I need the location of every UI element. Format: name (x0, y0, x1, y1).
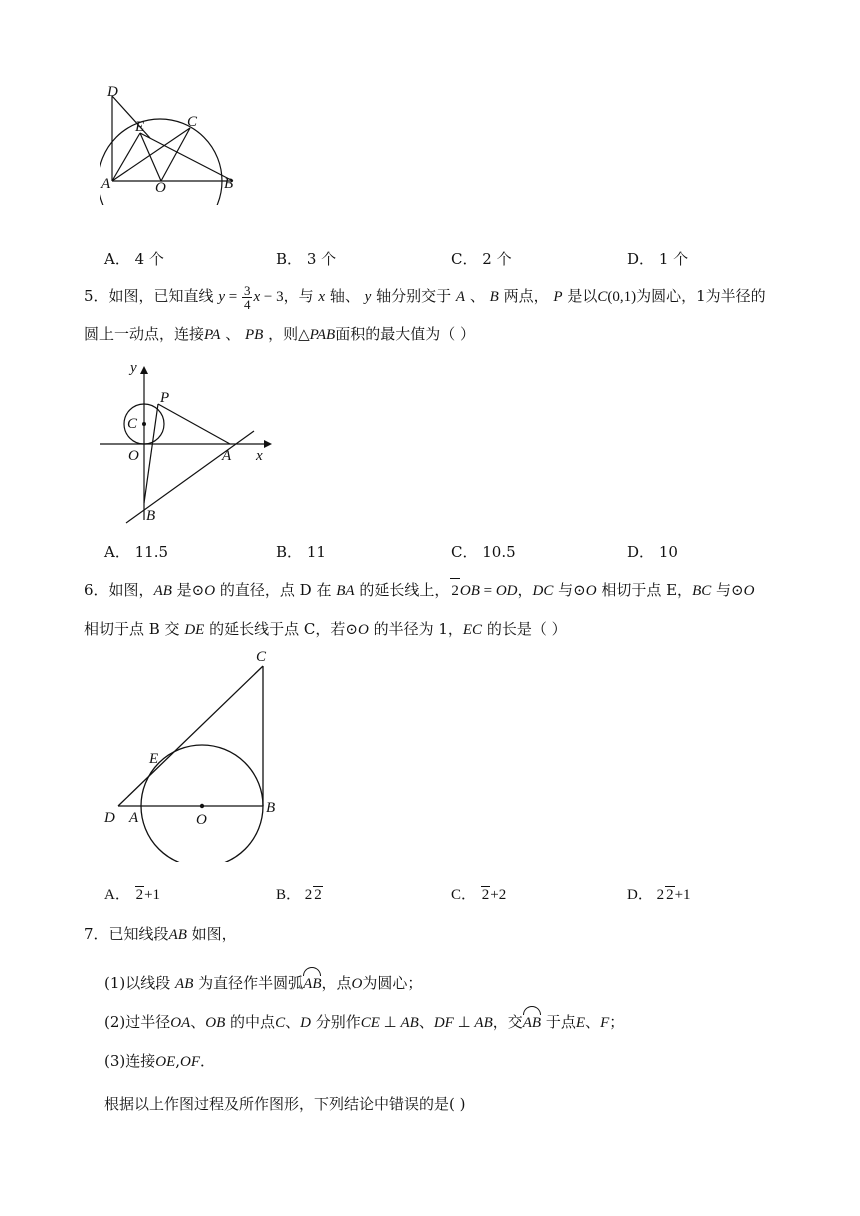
q5-figure (96, 358, 276, 528)
q5-label-o: O (128, 448, 139, 464)
q7-step1: (1)以线段 AB 为直径作半圆弧AB，点O为圆心； (104, 967, 422, 996)
q7-intro: 7．已知线段AB 如图， (84, 925, 237, 943)
q6-option-b: B． 2 2 (276, 887, 322, 903)
q5-option-c: C． 10.5 (451, 543, 516, 561)
q6-option-a: A． 2+1 (104, 887, 161, 903)
q4-label-o: O (155, 180, 166, 196)
q4-option-d: D． 1 个 (627, 250, 689, 268)
q5-option-d: D． 10 (627, 543, 678, 561)
q5-label-b: B (146, 508, 156, 524)
q5-option-a: A． 11.5 (104, 543, 169, 561)
q4-label-a: A (101, 176, 111, 192)
q4-option-b: B． 3 个 (276, 250, 337, 268)
q6-line1: 6．如图，AB 是⊙O 的直径，点 D 在 BA 的延长线上， 2OB = OD，DC 与⊙O 相切于点 E，BC 与⊙O (84, 578, 754, 603)
q6-options (104, 883, 824, 907)
q4-options (104, 248, 824, 272)
q5-line1: 5．如图，已知直线 y = $\frac{3}{4}$ x − 3，与 x 轴、 y 轴分别交于 A 、 B 两点， P 是以C(0,1)为圆心，1为半径的 (84, 283, 766, 313)
q4-option-a: A． 4 个 (104, 250, 164, 268)
q6-option-c: C． 2+2 (451, 887, 507, 903)
q4-label-d: D (107, 84, 118, 100)
q4-figure (100, 80, 250, 205)
q7-step3: (3)连接OE,OF． (104, 1052, 216, 1070)
q6-label-c: C (256, 649, 267, 665)
q7-step2: (2)过半径OA、OB 的中点C、D 分别作CE ⊥ AB、DF ⊥ AB，交AB 于点E、F； (104, 1006, 624, 1035)
q5-line2: 圆上一动点，连接PA 、 PB ，则△PAB面积的最大值为（ ） (84, 325, 475, 343)
q4-label-b: B (224, 176, 234, 192)
q6-label-b: B (266, 800, 276, 816)
q4-label-c: C (187, 114, 198, 130)
q7-closing: 根据以上作图过程及所作图形，下列结论中错误的是( ) (104, 1095, 466, 1113)
q5-option-b: B． 11 (276, 543, 326, 561)
q4-option-c: C． 2 个 (451, 250, 512, 268)
q5-label-x: x (256, 448, 263, 464)
q5-label-c: C (127, 416, 138, 432)
q6-label-d: D (104, 810, 115, 826)
q5-options (104, 541, 824, 565)
q6-figure (100, 644, 290, 862)
q6-label-a: A (129, 810, 139, 826)
q6-option-d: D． 2 2+1 (627, 887, 691, 903)
q6-label-e: E (149, 751, 159, 767)
q6-label-o: O (196, 812, 207, 828)
q5-label-p: P (160, 390, 170, 406)
q5-label-a: A (222, 448, 232, 464)
q4-label-e: E (135, 119, 145, 135)
q5-label-y: y (130, 360, 137, 376)
q6-line2: 相切于点 B 交 DE 的延长线于点 C，若⊙O 的半径为 1，EC 的长是（ ） (84, 620, 567, 638)
